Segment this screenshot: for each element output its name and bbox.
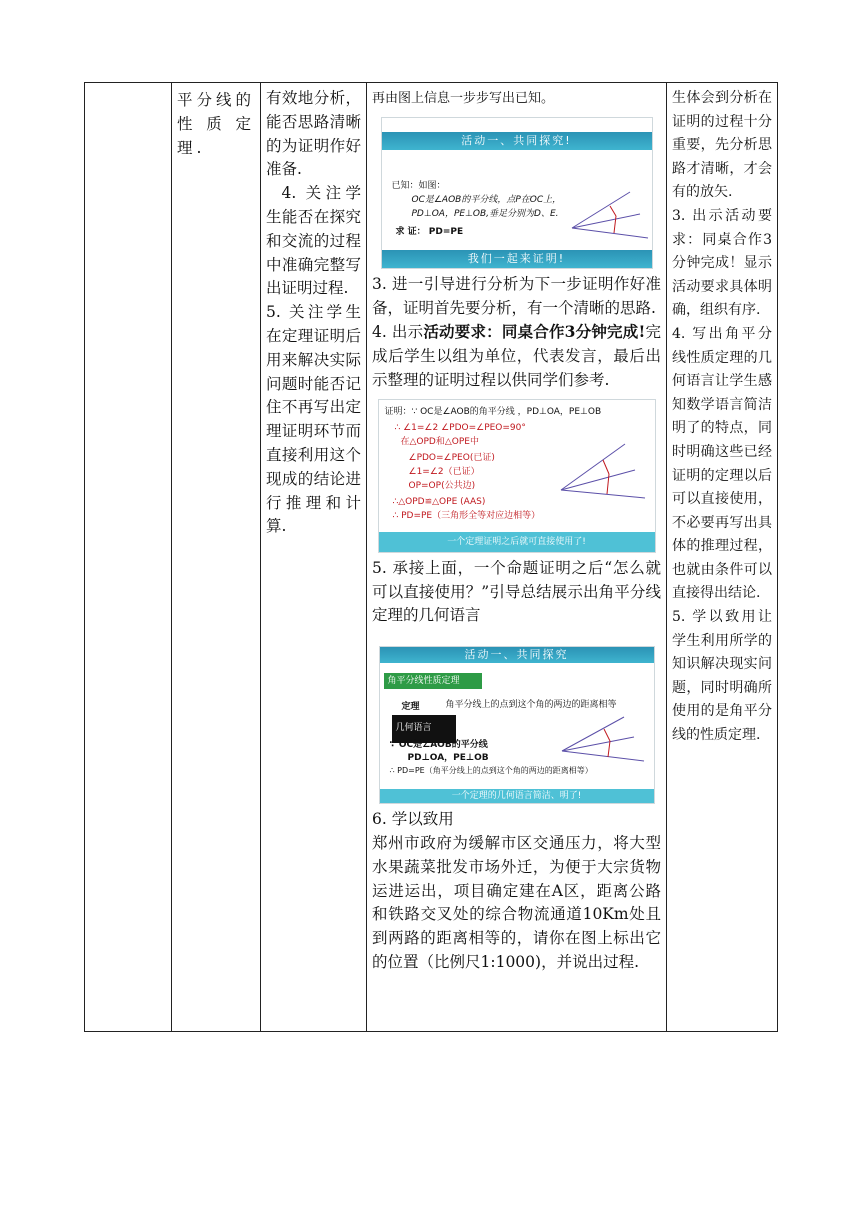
column-1-cell <box>85 83 172 1032</box>
proof-line-1: 证明：∵ OC是∠AOB的角平分线 ，PD⊥OA，PE⊥OB <box>384 406 602 417</box>
assessment-para-3: 5. 关注学生在定理证明后用来解决实际问题时能否记住不再写出定理证明环节而直接利用这个现成的结论进行推理和计算. <box>266 303 361 536</box>
slide-footer: 我们一起来证明! <box>382 250 652 268</box>
table-row <box>85 83 778 1032</box>
intent-para-4: 5. 学以致用让学生利用所学的知识解决现实问题，同时明确所使用的是角平分线的性质定理. <box>672 609 772 744</box>
step-5-text: 5. 承接上面，一个命题证明之后“怎么就可以直接使用？”引导总结展示出角平分线定理的几何语言 <box>372 558 661 625</box>
column-4-cell <box>367 83 667 1032</box>
assessment-para-2: 4. 关注学生能否在探究和交流的过程中准确完整写出证明过程. <box>266 184 361 298</box>
slide-footer: 一个定理的几何语言简洁、明了! <box>380 789 654 803</box>
proof-line-2: ∴ ∠1=∠2 ∠PDO=∠PEO=90° <box>394 422 526 433</box>
intro-text: 再由图上信息一步步写出已知。 <box>372 91 555 106</box>
geo-line-2: PD⊥OA，PE⊥OB <box>407 753 489 764</box>
theorem-badge: 角平分线性质定理 <box>384 673 482 689</box>
geometric-language-tag: 几何语言 <box>392 715 456 743</box>
step-4-prefix: 4. 出示 <box>372 323 424 342</box>
slide-banner: 活动一、共同探究 <box>380 647 654 663</box>
given-line-1: OC是∠AOB的平分线，点P在OC上， <box>411 194 562 205</box>
angle-bisector-figure <box>570 182 652 248</box>
assessment-para-1: 有效地分析，能否思路清晰的为证明作好准备. <box>266 89 361 179</box>
column-3-cell <box>261 83 367 1032</box>
column-5-cell <box>667 83 778 1032</box>
geo-line-1: ∵ OC是∠AOB的平分线 <box>389 740 488 751</box>
slide-geometric-language <box>379 646 655 804</box>
given-label: 已知：如图： <box>391 180 446 191</box>
geo-line-3: ∴ PD=PE（角平分线上的点到这个角的两边的距离相等） <box>389 766 593 776</box>
given-line-2: PD⊥OA，PE⊥OB,垂足分别为D、E. <box>411 208 559 219</box>
activity-requirement: 活动要求：同桌合作3分钟完成! <box>423 322 646 342</box>
slide-banner: 活动一、共同探究! <box>382 132 652 150</box>
step-3-text: 3. 进一引导进行分析为下一步证明作好准备，证明首先要分析，有一个清晰的思路. <box>372 274 661 317</box>
proof-line-5: ∠1=∠2（已证） <box>408 466 480 477</box>
theorem-figure <box>560 711 650 769</box>
proof-figure <box>559 436 651 506</box>
proof-line-6: OP=OP(公共边) <box>408 480 476 491</box>
proof-line-7: ∴△OPD≌△OPE (AAS) <box>392 496 486 507</box>
assessment-notes <box>261 83 366 543</box>
column-1-text <box>85 83 171 91</box>
prove-line: 求 证： PD=PE <box>395 226 464 237</box>
slide-footer: 一个定理证明之后就可直接使用了! <box>379 532 655 552</box>
intent-para-1: 生体会到分析在证明的过程十分重要，先分析思路才清晰，才会有的放矢. <box>672 90 772 201</box>
step-6-text: 郑州市政府为缓解市区交通压力，将大型水果蔬菜批发市场外迁，为便于大宗货物运进运出，项目确定建在A区，距离公路和铁路交叉处的综合物流通道10Km处且到两路的距离相等的，请你在图上标出它的位置（比例尺1:1000)，并说出过程. <box>372 833 661 971</box>
step-4-rest: 完成后学生以组为单位，代表发言，最后出示整理的证明过程以供同学们参考. <box>372 323 661 389</box>
slide-proof <box>378 399 656 553</box>
proof-line-4: ∠PDO=∠PEO(已证) <box>408 452 495 463</box>
teaching-process <box>367 83 666 979</box>
step-4-text <box>372 320 661 392</box>
theorem-label: 定理 <box>401 702 420 713</box>
design-intent <box>667 83 777 752</box>
step-6-title: 6. 学以致用 <box>372 810 454 829</box>
slide-proof-setup <box>381 117 653 269</box>
proof-line-8: ∴ PD=PE（三角形全等对应边相等） <box>392 510 541 521</box>
column-2-cell <box>172 83 261 1032</box>
intent-para-3: 4. 写出角平分线性质定理的几何语言让学生感知数学语言简洁明了的特点，同时明确这些已经证明的定理以后可以直接使用，不必要再写出具体的推理过程，也就由条件可以直接得出结论. <box>672 325 772 602</box>
topic-text: 平分线的性质定理. <box>177 91 256 157</box>
intent-para-2: 3. 出示活动要求：同桌合作3分钟完成！显示活动要求具体明确，组织有序. <box>672 207 772 319</box>
lesson-table <box>84 82 778 1032</box>
proof-line-3: 在△OPD和△OPE中 <box>400 436 479 447</box>
theorem-text: 角平分线上的点到这个角的两边的距离相等 <box>445 700 617 711</box>
